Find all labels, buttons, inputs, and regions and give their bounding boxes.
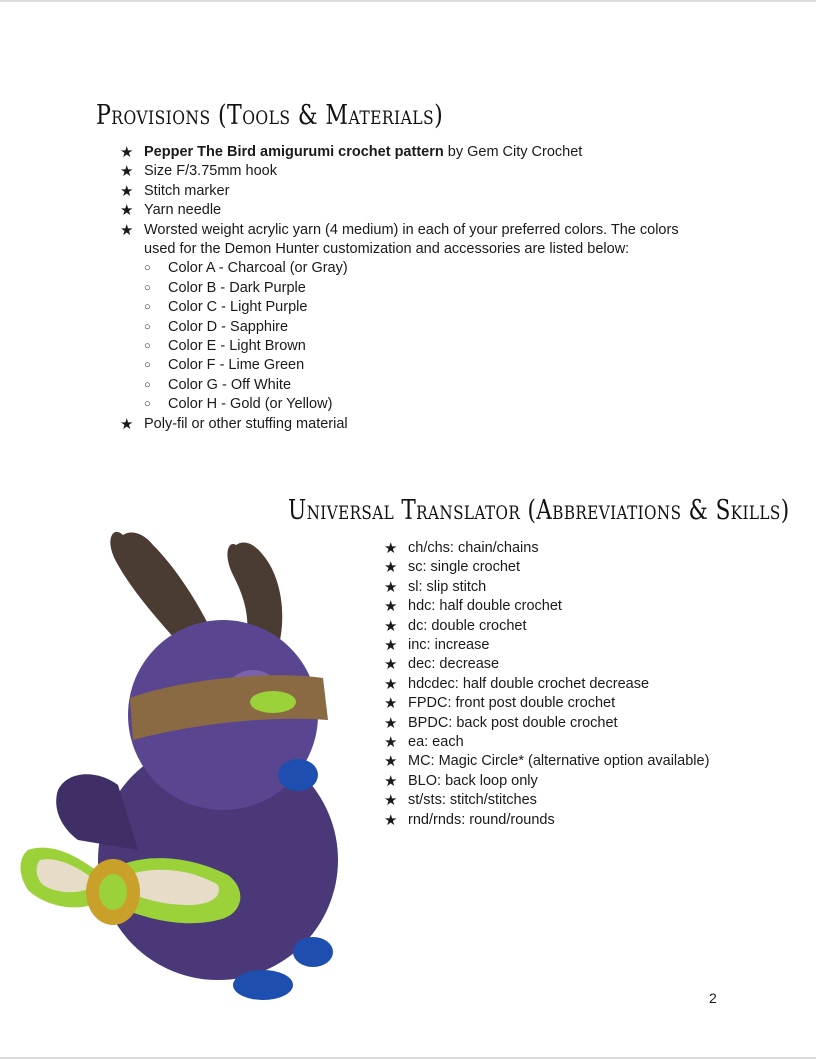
circle-bullet-icon: ○ [144,398,151,411]
star-icon: ★ [120,221,134,239]
abbreviation-item [384,578,804,597]
abbreviation-item [384,811,804,830]
abbreviations-list [384,539,804,830]
star-icon: ★ [384,734,398,752]
list-item-text: Worsted weight acrylic yarn (4 medium) in each of your preferred colors. The colors used for the Demon Hunter customization and accessories are listed below: [144,221,679,258]
circle-bullet-icon: ○ [144,378,151,391]
abbreviation-item [384,772,804,791]
list-item [120,143,700,162]
glaive-center [99,874,127,910]
color-item [120,318,700,337]
list-item [120,162,700,181]
list-item [120,182,700,201]
abbreviation-item [384,655,804,674]
abbreviation-text: sc: single crochet [408,559,521,576]
star-icon: ★ [120,202,134,220]
color-item-text: Color F - Lime Green [168,357,305,374]
star-icon: ★ [384,811,398,829]
star-icon: ★ [384,617,398,635]
list-item-text: Yarn needle [144,202,222,219]
abbreviation-text: dc: double crochet [408,617,527,634]
abbreviation-text: sl: slip stitch [408,578,487,595]
pattern-author: by Gem City Crochet [443,144,583,160]
list-item [120,201,700,220]
abbreviation-item [384,694,804,713]
star-icon: ★ [384,656,398,674]
abbreviation-item [384,714,804,733]
abbreviation-text: BPDC: back post double crochet [408,714,618,731]
abbreviation-text: hdcdec: half double crochet decrease [408,675,650,692]
bird-foot [293,937,333,967]
color-item [120,395,700,414]
circle-bullet-icon: ○ [144,359,151,372]
circle-bullet-icon: ○ [144,262,151,275]
star-icon: ★ [384,714,398,732]
color-item-text: Color A - Charcoal (or Gray) [168,260,348,277]
abbreviation-item [384,791,804,810]
star-icon: ★ [384,637,398,655]
abbreviation-item [384,617,804,636]
abbreviation-item [384,558,804,577]
list-item-text: Stitch marker [144,182,230,199]
color-item [120,298,700,317]
star-icon: ★ [384,540,398,557]
color-item-text: Color H - Gold (or Yellow) [168,396,333,413]
abbreviation-item [384,733,804,752]
amigurumi-bird-photo [18,520,338,1010]
star-icon: ★ [384,772,398,790]
abbreviation-text: ch/chs: chain/chains [408,540,539,556]
color-sublist-container [120,259,700,414]
star-icon: ★ [120,163,134,181]
circle-bullet-icon: ○ [144,301,151,314]
color-item [120,279,700,298]
color-item [120,259,700,278]
abbreviation-text: ea: each [408,734,464,751]
color-sublist [120,259,700,414]
translator-heading: Universal Translator (Abbreviations & Skills) [288,495,790,526]
color-item-text: Color G - Off White [168,376,292,393]
abbreviation-text: BLO: back loop only [408,772,538,789]
star-icon: ★ [120,415,134,433]
star-icon: ★ [120,182,134,200]
abbreviation-text: MC: Magic Circle* (alternative option available) [408,753,710,770]
abbreviation-text: inc: increase [408,637,490,654]
star-icon: ★ [120,144,134,161]
circle-bullet-icon: ○ [144,281,151,294]
list-item-text: Poly-fil or other stuffing material [144,415,348,432]
star-icon: ★ [384,753,398,771]
abbreviation-text: hdc: half double crochet [408,598,562,615]
star-icon: ★ [384,598,398,616]
list-item-text: Size F/3.75mm hook [144,163,277,180]
abbreviation-text: dec: decrease [408,656,500,673]
color-item-text: Color D - Sapphire [168,318,289,335]
abbreviation-item [384,752,804,771]
star-icon: ★ [384,695,398,713]
list-item [120,221,700,260]
list-item [120,415,700,434]
circle-bullet-icon: ○ [144,340,151,353]
color-item [120,337,700,356]
star-icon: ★ [384,792,398,810]
pattern-title: Pepper The Bird amigurumi crochet pattern [144,144,444,160]
abbreviation-text: st/sts: stitch/stitches [408,792,537,809]
star-icon: ★ [384,675,398,693]
page-top-edge [0,0,816,2]
bird-beak [278,759,318,791]
abbreviation-item [384,539,804,558]
abbreviation-item [384,636,804,655]
provisions-heading: Provisions (Tools & Materials) [96,100,444,131]
lime-gem [250,691,296,713]
color-item [120,356,700,375]
abbreviation-item [384,597,804,616]
abbreviation-text: FPDC: front post double crochet [408,695,616,712]
star-icon: ★ [384,559,398,577]
abbreviation-text: rnd/rnds: round/rounds [408,811,555,828]
color-item-text: Color B - Dark Purple [168,279,306,296]
circle-bullet-icon: ○ [144,320,151,333]
bird-foot [233,970,293,1000]
provisions-list [120,143,700,434]
page-number: 2 [709,990,717,1006]
color-item-text: Color C - Light Purple [168,299,308,316]
star-icon: ★ [384,578,398,596]
color-item-text: Color E - Light Brown [168,338,306,355]
abbreviation-item [384,675,804,694]
color-item [120,376,700,395]
